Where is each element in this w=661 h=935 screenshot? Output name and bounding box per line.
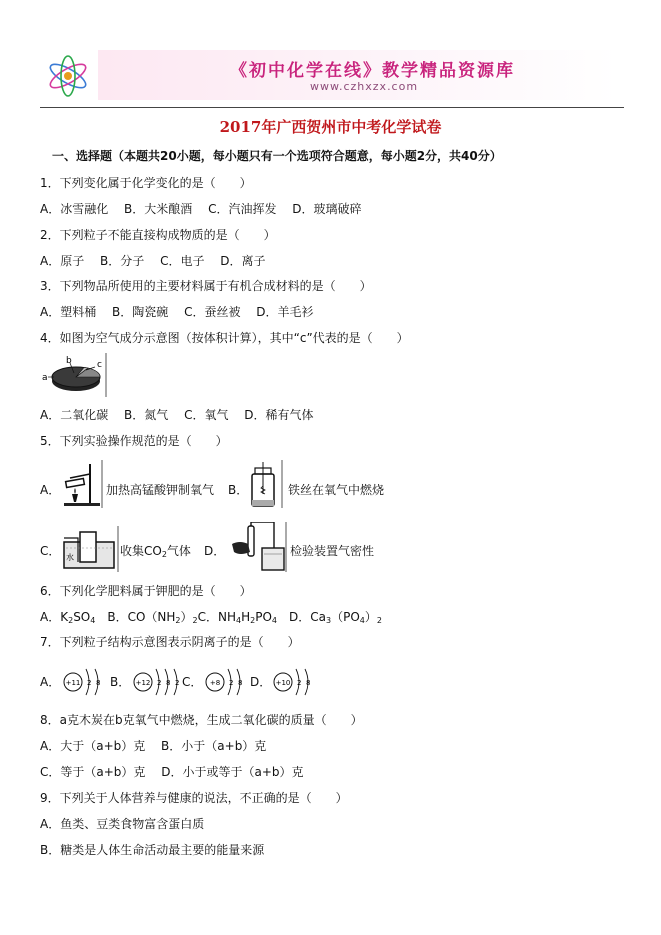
electron-count-label: 8	[238, 679, 243, 687]
header-banner	[40, 46, 624, 104]
question-1-stem: 1．下列变化属于化学变化的是（ ）	[40, 176, 252, 190]
electron-count-label: 8	[306, 679, 311, 687]
air-composition-pie-figure	[40, 353, 108, 397]
question-8-stem: 8．a克木炭在b克氧气中燃烧，生成二氧化碳的质量（ ）	[40, 713, 363, 727]
question-7-option-prefix: B．	[110, 675, 131, 689]
atom-logo-icon	[44, 52, 92, 100]
atomic-structure-diagram	[272, 666, 318, 698]
question-9-stem: 9．下列关于人体营养与健康的说法，不正确的是（ ）	[40, 791, 348, 805]
section-heading: 一、选择题（本题共20小题，每小题只有一个选项符合题意，每小题2分，共40分）	[52, 149, 502, 163]
question-3-stem: 3．下列物品所使用的主要材料属于有机合成材料的是（ ）	[40, 279, 372, 293]
gas-collection-figure	[60, 526, 120, 572]
atomic-structure-diagram	[132, 666, 187, 698]
nucleus-charge-label: +10	[275, 679, 291, 687]
question-5-option-a-prefix: A．	[40, 483, 61, 497]
question-5-option-c-text: 收集$CO_2$气体	[120, 544, 191, 559]
nucleus-charge-label: +11	[65, 679, 81, 687]
electron-count-label: 2	[175, 679, 180, 687]
nucleus-charge-label: +12	[135, 679, 151, 687]
question-4-stem: 4．如图为空气成分示意图（按体积计算），其中“c”代表的是（ ）	[40, 331, 409, 345]
electron-count-label: 8	[96, 679, 101, 687]
question-7-option-prefix: D．	[250, 675, 272, 689]
iron-wire-burning-figure	[244, 460, 284, 508]
question-5-option-b-prefix: B．	[228, 483, 249, 497]
question-8-options-row-2: C．等于（a+b）克 D．小于或等于（a+b）克	[40, 765, 304, 779]
question-3-options: A．塑料桶 B．陶瓷碗 C．蚕丝被 D．羊毛衫	[40, 305, 314, 319]
question-5-option-c-prefix: C．	[40, 544, 61, 558]
question-2-stem: 2．下列粒子不能直接构成物质的是（ ）	[40, 228, 276, 242]
question-1-options: A．冰雪融化 B．大米酿酒 C．汽油挥发 D．玻璃破碎	[40, 202, 362, 216]
fig-label-b: b	[66, 356, 72, 366]
electron-count-label: 2	[157, 679, 162, 687]
question-8-options-row-1: A．大于（a+b）克 B．小于（a+b）克	[40, 739, 267, 753]
header-title: 《初中化学在线》教学精品资源库	[230, 61, 515, 81]
fig-label-a: a	[42, 373, 48, 383]
document-title: 2017年广西贺州市中考化学试卷	[219, 118, 442, 136]
electron-count-label: 2	[297, 679, 302, 687]
electron-count-label: 2	[229, 679, 234, 687]
header-divider	[40, 107, 624, 108]
question-5-option-a-text: 加热高锰酸钾制氧气	[106, 483, 215, 497]
question-5-option-b-text: 铁丝在氧气中燃烧	[288, 483, 385, 497]
question-7-option-prefix: A．	[40, 675, 61, 689]
question-6-options: A．$K_2SO_4$ B．$CO(NH_2)_2C$．$NH_4H_2PO_4$ D．$Ca_3(PO_4)_2$	[40, 610, 382, 625]
question-6-stem: 6．下列化学肥料属于钾肥的是（ ）	[40, 584, 252, 598]
water-label: 水	[66, 553, 74, 562]
question-7-stem: 7．下列粒子结构示意图表示阴离子的是（ ）	[40, 635, 300, 649]
question-5-option-d-text: 检验装置气密性	[290, 544, 375, 558]
question-5-stem: 5．下列实验操作规范的是（ ）	[40, 434, 228, 448]
electron-count-label: 8	[166, 679, 171, 687]
airtightness-check-figure	[224, 522, 288, 572]
question-7-option-prefix: C．	[182, 675, 203, 689]
electron-count-label: 2	[87, 679, 92, 687]
atomic-structure-diagram	[204, 666, 250, 698]
question-4-options: A．二氧化碳 B．氮气 C．氧气 D．稀有气体	[40, 408, 314, 422]
question-5-option-d-prefix: D．	[204, 544, 226, 558]
header-url: www.czhxzx.com	[310, 80, 419, 93]
question-2-options: A．原子 B．分子 C．电子 D．离子	[40, 254, 266, 268]
fig-label-c: c	[97, 360, 102, 370]
nucleus-charge-label: +8	[209, 679, 221, 687]
heating-apparatus-figure	[60, 460, 104, 508]
question-9-option-a: A．鱼类、豆类食物富含蛋白质	[40, 817, 205, 831]
atomic-structure-diagram	[62, 666, 108, 698]
question-9-option-b: B．糖类是人体生命活动最主要的能量来源	[40, 843, 265, 857]
